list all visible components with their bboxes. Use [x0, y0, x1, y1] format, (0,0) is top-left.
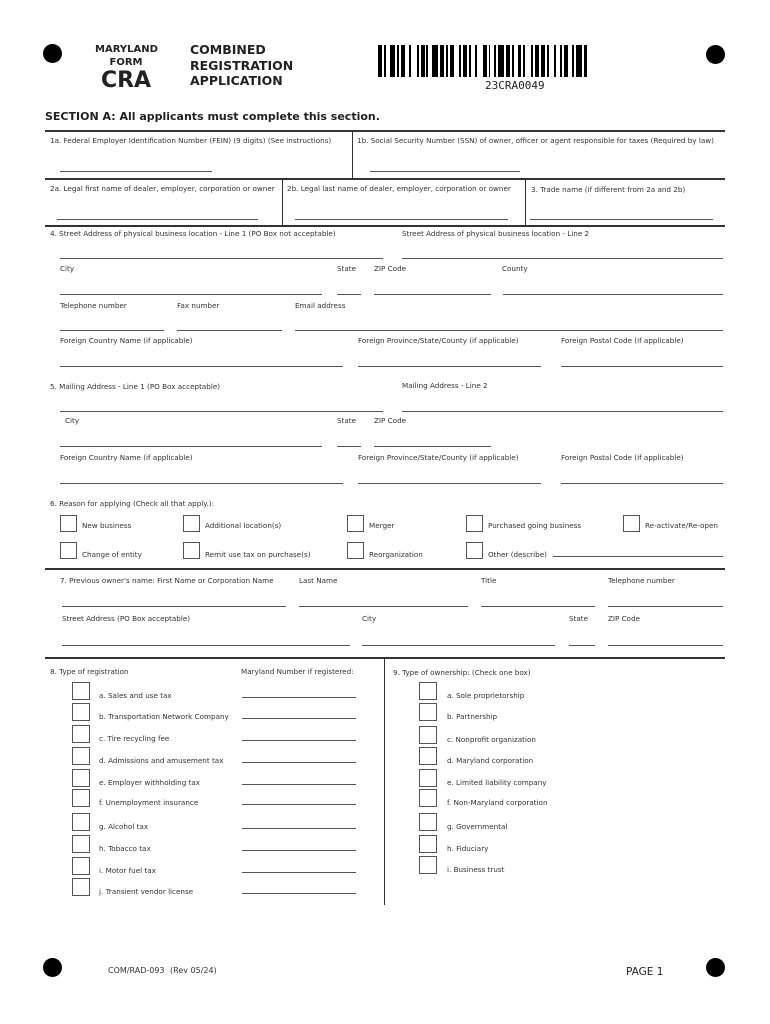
reason-option-label: Purchased going business	[488, 521, 582, 530]
field-label: City	[60, 264, 75, 273]
maryland-number-input[interactable]	[242, 762, 356, 763]
maryland-number-input[interactable]	[242, 784, 356, 785]
registration-option-label: f. Unemployment insurance	[99, 798, 199, 807]
registration-mark-icon	[43, 958, 62, 977]
divider	[525, 178, 526, 225]
reason-option-label: Remit use tax on purchase(s)	[205, 550, 311, 559]
field-label: Mailing Address - Line 2	[402, 381, 488, 390]
registration-checkbox[interactable]	[72, 813, 90, 831]
registration-mark-icon	[43, 44, 62, 63]
registration-checkbox[interactable]	[72, 725, 90, 743]
field-label: ZIP Code	[608, 614, 641, 623]
foreign-province-input[interactable]	[358, 366, 541, 367]
field-label: State	[337, 416, 357, 425]
ownership-option-label: f. Non-Maryland corporation	[447, 798, 548, 807]
mailing-line2-input[interactable]	[402, 411, 723, 412]
prev-title-input[interactable]	[481, 606, 595, 607]
last-name-input[interactable]	[295, 219, 508, 220]
street-line2-input[interactable]	[402, 258, 723, 259]
maryland-number-input[interactable]	[242, 718, 356, 719]
reason-checkbox[interactable]	[183, 542, 200, 559]
mailing-foreign-postal-input[interactable]	[561, 483, 723, 484]
divider	[45, 568, 725, 570]
fein-input[interactable]	[60, 171, 212, 172]
field-label: County	[502, 264, 528, 273]
registration-mark-icon	[706, 45, 725, 64]
ownership-checkbox[interactable]	[419, 856, 437, 874]
registration-option-label: g. Alcohol tax	[99, 822, 149, 831]
reason-checkbox[interactable]	[347, 542, 364, 559]
maryland-number-input[interactable]	[242, 872, 356, 873]
county-input[interactable]	[503, 294, 723, 295]
reason-checkbox[interactable]	[466, 542, 483, 559]
prev-state-input[interactable]	[569, 645, 595, 646]
city-input[interactable]	[60, 294, 322, 295]
field-label: State	[569, 614, 589, 623]
registration-option-label: j. Transient vendor license	[99, 887, 194, 896]
reason-option-label: Re-activate/Re-open	[645, 521, 718, 530]
form-revision: (Rev 05/24)	[170, 966, 217, 975]
reason-checkbox[interactable]	[60, 542, 77, 559]
form-code: CRA	[100, 68, 152, 93]
form-title-line: APPLICATION	[190, 73, 283, 88]
first-name-input[interactable]	[57, 219, 258, 220]
maryland-number-input[interactable]	[242, 697, 356, 698]
registration-option-label: h. Tobacco tax	[99, 844, 151, 853]
state-input[interactable]	[337, 294, 361, 295]
maryland-number-input[interactable]	[242, 850, 356, 851]
mailing-foreign-country-input[interactable]	[60, 483, 343, 484]
ownership-heading: 9. Type of ownership: (Check one box)	[393, 668, 531, 677]
prev-city-input[interactable]	[362, 645, 555, 646]
divider	[45, 130, 725, 132]
field-label: Title	[481, 576, 497, 585]
field-label: Foreign Country Name (if applicable)	[60, 453, 193, 462]
last-name-label: 2b. Legal last name of dealer, employer, corporation or owner	[287, 184, 511, 193]
ownership-option-label: h. Fiduciary	[447, 844, 489, 853]
mailing-foreign-province-input[interactable]	[358, 483, 541, 484]
ownership-checkbox[interactable]	[419, 789, 437, 807]
field-label: Street Address of physical business location - Line 2	[402, 229, 590, 238]
registration-option-label: a. Sales and use tax	[99, 691, 172, 700]
ownership-option-label: c. Nonprofit organization	[447, 735, 536, 744]
divider	[282, 178, 283, 225]
first-name-label: 2a. Legal first name of dealer, employer, corporation or owner	[50, 184, 275, 193]
maryland-number-label: Maryland Number if registered:	[241, 667, 354, 676]
field-label: Telephone number	[608, 576, 675, 585]
field-label: Foreign Province/State/County (if applicable)	[358, 336, 519, 345]
mailing-city-input[interactable]	[60, 446, 322, 447]
ownership-option-label: g. Governmental	[447, 822, 508, 831]
ownership-option-label: b. Partnership	[447, 712, 498, 721]
field-label: Street Address (PO Box acceptable)	[62, 614, 191, 623]
divider	[45, 657, 725, 659]
trade-name-label: 3. Trade name (if different from 2a and 2b)	[531, 185, 686, 194]
field-label: Fax number	[177, 301, 220, 310]
prev-last-name-input[interactable]	[299, 606, 468, 607]
field-label: 4. Street Address of physical business location - Line 1 (PO Box not acceptable)	[50, 229, 336, 238]
ownership-checkbox[interactable]	[419, 747, 437, 765]
ownership-option-label: e. Limited liability company	[447, 778, 547, 787]
divider	[45, 178, 725, 180]
reason-option-label: Change of entity	[82, 550, 142, 559]
other-describe-input[interactable]	[553, 556, 723, 557]
section-a-heading: SECTION A: All applicants must complete this section.	[45, 110, 380, 123]
prev-first-name-input[interactable]	[62, 606, 286, 607]
reason-option-label: Other (describe)	[488, 550, 547, 559]
barcode	[378, 45, 590, 77]
ownership-checkbox[interactable]	[419, 682, 437, 700]
registration-option-label: c. Tire recycling fee	[99, 734, 170, 743]
reason-checkbox[interactable]	[60, 515, 77, 532]
reason-option-label: Reorganization	[369, 550, 423, 559]
field-label: Telephone number	[60, 301, 127, 310]
ssn-label: 1b. Social Security Number (SSN) of owner, officer or agent responsible for taxes (Required by law)	[357, 136, 714, 145]
email-input[interactable]	[295, 330, 723, 331]
field-label: Foreign Postal Code (if applicable)	[561, 336, 684, 345]
field-label: City	[362, 614, 377, 623]
ownership-checkbox[interactable]	[419, 726, 437, 744]
reason-option-label: Merger	[369, 521, 395, 530]
divider	[45, 225, 725, 227]
mailing-state-input[interactable]	[337, 446, 361, 447]
street-line1-input[interactable]	[60, 258, 383, 259]
ownership-checkbox[interactable]	[419, 703, 437, 721]
fax-input[interactable]	[177, 330, 282, 331]
registration-checkbox[interactable]	[72, 789, 90, 807]
maryland-number-input[interactable]	[242, 804, 356, 805]
zip-input[interactable]	[374, 294, 491, 295]
mailing-line1-input[interactable]	[60, 411, 383, 412]
registration-checkbox[interactable]	[72, 878, 90, 896]
ownership-checkbox[interactable]	[419, 813, 437, 831]
registration-checkbox[interactable]	[72, 682, 90, 700]
mailing-zip-input[interactable]	[374, 446, 491, 447]
registration-option-label: b. Transportation Network Company	[99, 712, 229, 721]
prev-zip-input[interactable]	[608, 645, 723, 646]
maryland-number-input[interactable]	[242, 828, 356, 829]
registration-option-label: e. Employer withholding tax	[99, 778, 201, 787]
form-number: COM/RAD-093	[108, 966, 165, 975]
reason-checkbox[interactable]	[466, 515, 483, 532]
field-label: ZIP Code	[374, 416, 407, 425]
reason-heading: 6. Reason for applying (Check all that apply.):	[50, 499, 214, 508]
registration-checkbox[interactable]	[72, 747, 90, 765]
previous-owner-label: 7. Previous owner's name: First Name or Corporation Name	[60, 576, 274, 585]
fein-label: 1a. Federal Employer Identification Number (FEIN) (9 digits) (See instructions)	[50, 136, 332, 145]
telephone-input[interactable]	[60, 330, 164, 331]
form-label: FORM	[109, 57, 143, 68]
field-label: Email address	[295, 301, 346, 310]
reason-option-label: Additional location(s)	[205, 521, 282, 530]
reason-checkbox[interactable]	[347, 515, 364, 532]
reason-checkbox[interactable]	[183, 515, 200, 532]
foreign-country-input[interactable]	[60, 366, 343, 367]
registration-checkbox[interactable]	[72, 857, 90, 875]
field-label: State	[337, 264, 357, 273]
registration-checkbox[interactable]	[72, 703, 90, 721]
registration-checkbox[interactable]	[72, 835, 90, 853]
reason-option-label: New business	[82, 521, 132, 530]
ownership-option-label: a. Sole proprietorship	[447, 691, 525, 700]
field-label: ZIP Code	[374, 264, 407, 273]
maryland-number-input[interactable]	[242, 740, 356, 741]
ownership-checkbox[interactable]	[419, 835, 437, 853]
ownership-checkbox[interactable]	[419, 769, 437, 787]
field-label: Foreign Country Name (if applicable)	[60, 336, 193, 345]
divider	[352, 130, 353, 178]
registration-option-label: d. Admissions and amusement tax	[99, 756, 224, 765]
reason-checkbox[interactable]	[623, 515, 640, 532]
field-label: 5. Mailing Address - Line 1 (PO Box acceptable)	[50, 382, 221, 391]
ownership-option-label: d. Maryland corporation	[447, 756, 534, 765]
ownership-option-label: i. Business trust	[447, 865, 505, 874]
page-number: PAGE 1	[626, 966, 664, 978]
prev-telephone-input[interactable]	[608, 606, 723, 607]
field-label: Last Name	[299, 576, 338, 585]
registration-type-heading: 8. Type of registration	[50, 667, 129, 676]
barcode-text: 23CRA0049	[485, 79, 545, 92]
prev-street-input[interactable]	[62, 645, 350, 646]
form-title-line: COMBINED	[190, 42, 266, 57]
form-state: MARYLAND	[95, 44, 158, 55]
registration-option-label: i. Motor fuel tax	[99, 866, 156, 875]
trade-name-input[interactable]	[530, 219, 713, 220]
field-label: Foreign Postal Code (if applicable)	[561, 453, 684, 462]
registration-checkbox[interactable]	[72, 769, 90, 787]
maryland-number-input[interactable]	[242, 893, 356, 894]
field-label: Foreign Province/State/County (if applicable)	[358, 453, 519, 462]
registration-mark-icon	[706, 958, 725, 977]
barcode-bar	[587, 45, 589, 77]
foreign-postal-input[interactable]	[561, 366, 723, 367]
divider	[384, 657, 385, 905]
field-label: City	[65, 416, 80, 425]
ssn-input[interactable]	[370, 171, 520, 172]
form-title-line: REGISTRATION	[190, 58, 294, 73]
